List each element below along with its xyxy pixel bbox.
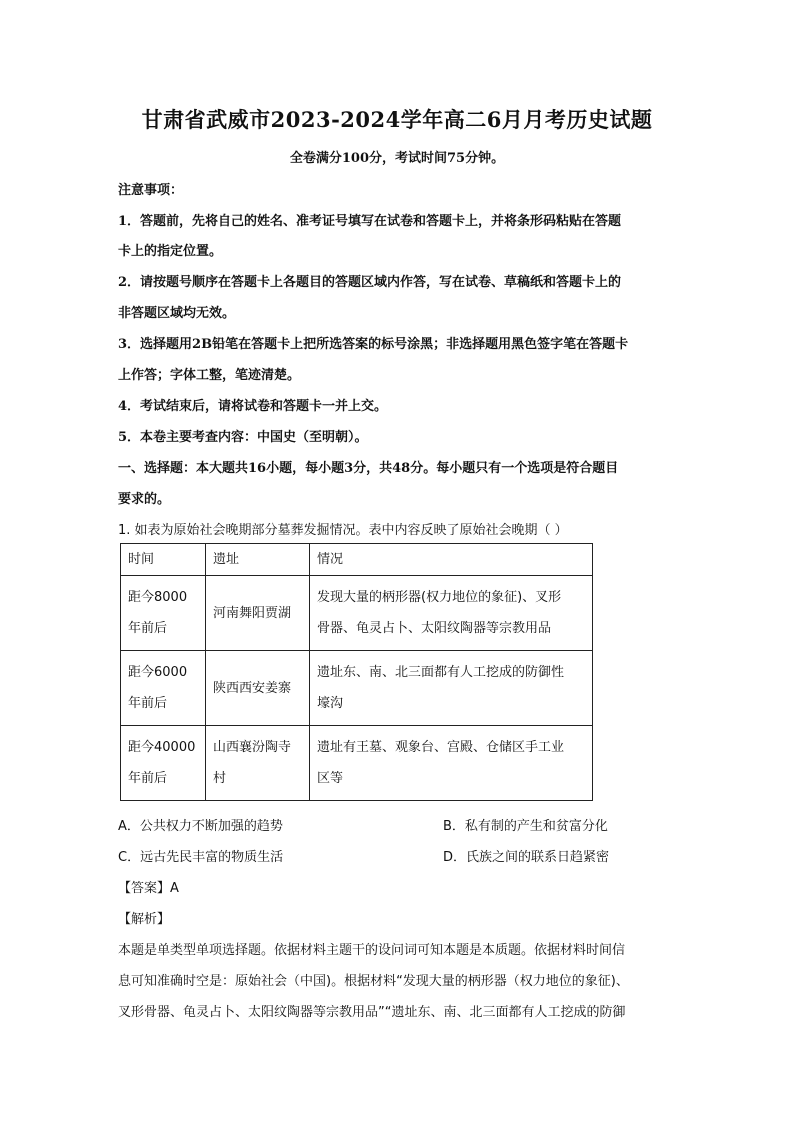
analysis-line-1: 本题是单类型单项选择题。依据材料主题干的设问词可知本题是本质题。依据材料时间信 <box>118 943 626 958</box>
note-1-line-2: 卡上的指定位置。 <box>118 244 223 259</box>
page-subtitle: 全卷满分100分，考试时间75分钟。 <box>289 151 505 166</box>
table-cell-site: 陕西西安姜寨 <box>206 651 310 726</box>
table-header-cell: 时间 <box>121 544 206 576</box>
analysis-line-2: 息可知准确时空是：原始社会（中国)。根据材料“发现大量的柄形器（权力地位的象征)、 <box>118 974 629 989</box>
option-c: C．远古先民丰富的物质生活 <box>118 850 284 865</box>
note-3-line-2: 上作答；字体工整，笔迹清楚。 <box>118 368 301 383</box>
table-header-cell: 情况 <box>310 544 593 576</box>
table-row <box>121 651 593 726</box>
analysis-label: 【解析】 <box>118 912 171 927</box>
table-cell-time: 距今6000 年前后 <box>121 651 206 726</box>
table-cell-time: 距今8000 年前后 <box>121 576 206 651</box>
table-row <box>121 726 593 801</box>
table-cell-site: 山西襄汾陶寺 村 <box>206 726 310 801</box>
option-a: A．公共权力不断加强的趋势 <box>118 819 283 834</box>
analysis-line-3: 叉形骨器、龟灵占卜、太阳纹陶器等宗教用品”“遗址东、南、北三面都有人工挖成的防御 <box>118 1005 626 1020</box>
notes-heading: 注意事项： <box>118 183 184 198</box>
option-d: D．氏族之间的联系日趋紧密 <box>443 850 610 865</box>
table-header-row <box>121 544 593 576</box>
question-table <box>120 543 593 801</box>
note-5: 5．本卷主要考查内容：中国史（至明朝）。 <box>118 430 368 445</box>
section-heading-line-1: 一、选择题：本大题共16小题，每小题3分，共48分。每小题只有一个选项是符合题目 <box>118 461 619 476</box>
table-cell-time: 距今40000 年前后 <box>121 726 206 801</box>
table-cell-site: 河南舞阳贾湖 <box>206 576 310 651</box>
page-title: 甘肃省武威市2023-2024学年高二6月月考历史试题 <box>141 107 653 132</box>
table-cell-info: 发现大量的柄形器(权力地位的象征)、叉形 骨器、龟灵占卜、太阳纹陶器等宗教用品 <box>310 576 593 651</box>
option-b: B．私有制的产生和贫富分化 <box>443 819 608 834</box>
answer-line: 【答案】A <box>118 881 179 896</box>
table-cell-info: 遗址有王墓、观象台、宫殿、仓储区手工业 区等 <box>310 726 593 801</box>
note-2-line-2: 非答题区域均无效。 <box>118 306 236 321</box>
table-cell-info: 遗址东、南、北三面都有人工挖成的防御性 壕沟 <box>310 651 593 726</box>
note-1-line-1: 1．答题前，先将自己的姓名、准考证号填写在试卷和答题卡上，并将条形码粘贴在答题 <box>118 214 622 229</box>
table-row <box>121 576 593 651</box>
note-4: 4．考试结束后，请将试卷和答题卡一并上交。 <box>118 399 388 414</box>
note-3-line-1: 3．选择题用2B铅笔在答题卡上把所选答案的标号涂黑；非选择题用黑色签字笔在答题卡 <box>118 337 629 352</box>
note-2-line-1: 2．请按题号顺序在答题卡上各题目的答题区域内作答，写在试卷、草稿纸和答题卡上的 <box>118 275 622 290</box>
section-heading-line-2: 要求的。 <box>118 492 171 507</box>
question-stem: 1. 如表为原始社会晚期部分墓葬发掘情况。表中内容反映了原始社会晚期（ ） <box>118 523 568 538</box>
table-header-cell: 遗址 <box>206 544 310 576</box>
